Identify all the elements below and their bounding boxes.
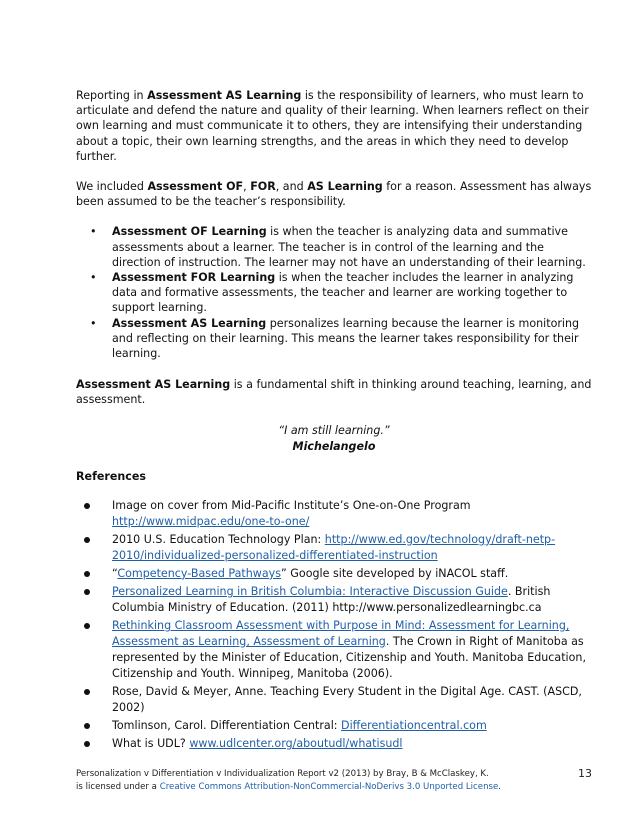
reference-link[interactable]: http://www.midpac.edu/one-to-one/ (112, 514, 310, 528)
list-item (76, 224, 592, 270)
footer-citation: Personalization v Differentiation v Individualization Report v2 (2013) by Bray, B & McClaskey, K. (76, 769, 489, 779)
quote-block (76, 423, 592, 455)
bullet-icon (84, 689, 90, 695)
bullet-icon (84, 623, 90, 629)
text-span: is a fundamental shift in thinking around teaching, learning, and assessment. (76, 378, 592, 407)
reference-item (76, 532, 592, 564)
list-item (76, 270, 592, 316)
text-span: Tomlinson, Carol. Differentiation Central: (112, 718, 342, 732)
reference-link[interactable]: http://www.ed.gov/technology/draft-netp-2010/individualized-personalized-differentiated-instruction (112, 532, 556, 562)
bullet-icon (84, 537, 90, 543)
text-span: 2010 U.S. Education Technology Plan: (112, 532, 325, 546)
text-span: for a reason. Assessment has always been assumed to be the teacher’s responsibility. (76, 180, 592, 209)
license-link[interactable]: Creative Commons Attribution-NonCommercial-NoDerivs 3.0 Unported License (159, 781, 499, 792)
text-span: Reporting in (76, 89, 148, 102)
bold-term: Assessment AS Learning (112, 316, 267, 330)
text-span: Rose, David & Meyer, Anne. Teaching Every Student in the Digital Age. CAST. (ASCD, 2002) (112, 684, 582, 714)
bold-term: FOR (250, 180, 276, 194)
bullet-icon (84, 571, 90, 577)
text-span: What is UDL? (112, 736, 190, 750)
intro-paragraph-2 (76, 179, 592, 209)
reference-link[interactable]: Differentiationcentral.com (341, 718, 487, 732)
page-number: 13 (578, 767, 592, 780)
text-span: , (243, 180, 251, 194)
intro-paragraph-1 (76, 88, 592, 164)
text-span: Image on cover from Mid-Pacific Institute’s One-on-One Program (112, 498, 471, 512)
bullet-icon: • (90, 225, 97, 239)
reference-item (76, 618, 592, 682)
reference-link[interactable]: Personalized Learning in British Columbia: Interactive Discussion Guide (112, 584, 508, 598)
bold-term: Assessment AS Learning (76, 378, 231, 392)
text-span: . British Columbia Ministry of Education. (2011) http://www.personalizedlearningbc.ca (112, 584, 551, 614)
quote-author: Michelangelo (292, 439, 376, 453)
text-span: personalizes learning because the learner is monitoring and reflecting on their learning. This means the learner takes responsibility for their learning. (112, 316, 580, 361)
text-span: is when the teacher includes the learner in analyzing data and formative assessments, the teacher and learner are working together to support learning. (112, 271, 574, 315)
reference-item (76, 584, 592, 616)
page-footer (76, 768, 596, 793)
reference-link[interactable]: Rethinking Classroom Assessment with Purpose in Mind: Assessment for Learning, Assessment as Learning, Assessment of Learning (112, 618, 570, 648)
text-span: , and (275, 180, 308, 194)
shift-paragraph (76, 377, 592, 407)
assessment-types-list (76, 224, 592, 361)
reference-item (76, 718, 592, 734)
bullet-icon (84, 723, 90, 729)
text-span: Google site developed by iNACOL staff. (286, 566, 509, 580)
page-body (76, 88, 592, 754)
reference-link[interactable]: Competency-Based Pathways (117, 566, 282, 580)
reference-item (76, 736, 592, 752)
bullet-icon (84, 741, 90, 747)
bullet-icon (84, 503, 90, 509)
text-span: . The Crown in Right of Manitoba as represented by the Minister of Education, Citizenship and Youth. Manitoba Education, Citizenship and Youth. Winnipeg, Manitoba (2006). (112, 634, 586, 680)
bullet-icon: • (90, 271, 97, 285)
bold-term: AS Learning (307, 180, 383, 194)
bold-term: Assessment OF Learning (112, 225, 267, 239)
bold-term: Assessment AS Learning (147, 89, 302, 102)
bullet-icon (84, 589, 90, 595)
text-span: . (498, 781, 502, 792)
text-span: is licensed under a (76, 781, 160, 792)
bold-term: Assessment FOR Learning (112, 271, 276, 285)
references-list (76, 498, 592, 752)
reference-item (76, 498, 592, 530)
reference-item (76, 684, 592, 716)
bullet-icon: • (90, 316, 97, 330)
text-span: “ (112, 566, 118, 580)
text-span: We included (76, 180, 148, 194)
footer-license (76, 781, 596, 794)
text-span: is when the teacher is analyzing data and summative assessments about a learner. The teacher is in control of the learning and the direction of instruction. The learner may not have an understanding of their learning. (112, 225, 586, 269)
reference-link[interactable]: www.udlcenter.org/aboutudl/whatisudl (189, 736, 403, 750)
reference-item (76, 566, 592, 582)
list-item (76, 316, 592, 362)
bold-term: Assessment OF (147, 180, 244, 194)
text-span: is the responsibility of learners, who must learn to articulate and defend the nature and quality of their learning. When learners reflect on their own learning and must communicate it to others, they are intensifying their understanding about a topic, their own learning strengths, and the areas in which they need to develop further. (76, 89, 589, 163)
text-span: ” (281, 566, 287, 580)
references-heading: References (76, 469, 147, 483)
quote-text: “I am still learning.” (278, 423, 390, 437)
